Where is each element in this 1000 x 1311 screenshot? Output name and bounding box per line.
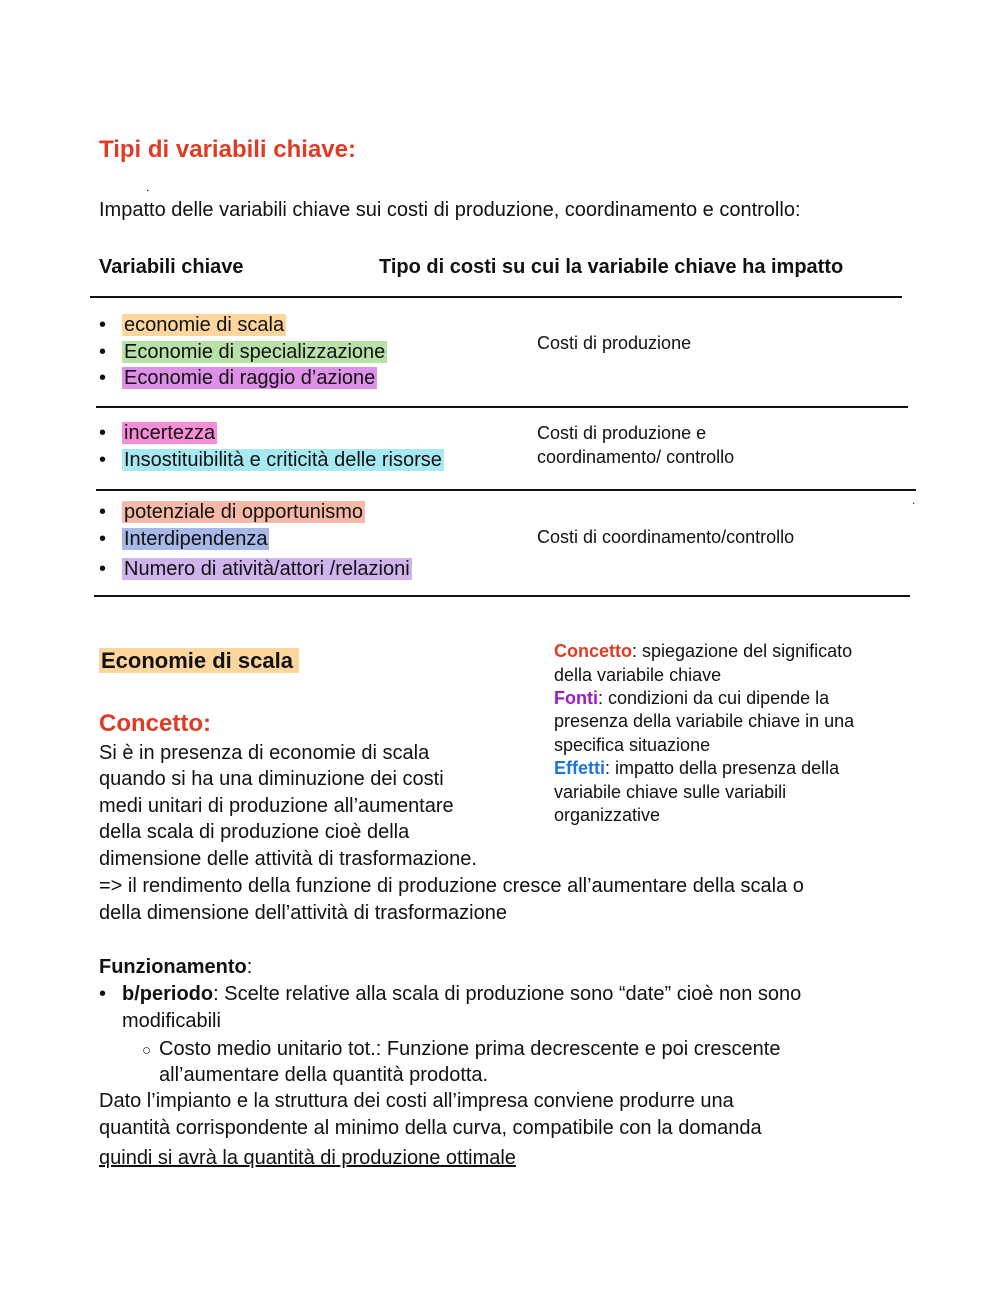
circle-bullet-icon: ○ (142, 1042, 152, 1059)
table-rule (96, 489, 916, 491)
legend-line: organizzative (554, 805, 661, 825)
section-heading: Economie di scala (99, 646, 299, 676)
legend-line: della variabile chiave (554, 665, 722, 685)
stray-dot: . (146, 180, 150, 194)
table-rule-top (90, 296, 902, 298)
list-item: • b/periodo: Scelte relative alla scala di produzione sono “date” cioè non sono (99, 983, 802, 1005)
page-title: Tipi di variabili chiave: (99, 136, 356, 163)
underlined-conclusion: quindi si avrà la quantità di produzione ottimale (99, 1147, 516, 1169)
concetto-line: medi unitari di produzione all’aumentare (99, 795, 454, 817)
legend-concetto: Concetto: spiegazione del significato (554, 641, 853, 661)
table-rule-bottom (94, 595, 910, 597)
cost-cell-line-1: Costi di produzione e (537, 423, 707, 443)
implication-line: => il rendimento della funzione di produzione cresce all’aumentare della scala o (99, 875, 804, 897)
funzionamento-heading: Funzionamento: (99, 956, 253, 978)
legend-line: variabile chiave sulle variabili (554, 782, 787, 802)
list-item: • incertezza (99, 422, 216, 444)
paragraph-line: quantità corrispondente al minimo della curva, compatibile con la domanda (99, 1117, 762, 1139)
stray-dot: . (912, 493, 916, 507)
sub-list-item-continuation: all’aumentare della quantità prodotta. (159, 1064, 489, 1086)
highlight-economie-di-scala: economie di scala (124, 314, 285, 336)
table-header-costs: Tipo di costi su cui la variabile chiave ha impatto (379, 256, 844, 278)
highlight-numero-attivita: Numero di atività/attori /relazioni (124, 558, 410, 580)
concetto-line: Si è in presenza di economie di scala (99, 742, 430, 764)
highlight-opportunismo: potenziale di opportunismo (124, 501, 364, 523)
list-item: • Insostituibilità e criticità delle risorse (99, 449, 442, 471)
table-header-variables: Variabili chiave (99, 256, 244, 278)
cost-cell-line-2: coordinamento/ controllo (537, 447, 735, 467)
cost-cell: Costi di coordinamento/controllo (537, 527, 795, 547)
implication-line: della dimensione dell’attività di trasformazione (99, 902, 507, 924)
concetto-line: dimensione delle attività di trasformazione. (99, 848, 477, 870)
highlight-interdipendenza: Interdipendenza (124, 528, 268, 550)
list-item: • potenziale di opportunismo (99, 501, 364, 523)
highlight-incertezza: incertezza (124, 422, 216, 444)
list-item: • Interdipendenza (99, 528, 268, 550)
list-item: • economie di scala (99, 314, 285, 336)
sub-list-item: ○ Costo medio unitario tot.: Funzione prima decrescente e poi crescente (142, 1036, 780, 1064)
highlight-specializzazione: Economie di specializzazione (124, 341, 386, 363)
concetto-line: quando si ha una diminuzione dei costi (99, 768, 444, 790)
list-item-continuation: modificabili (122, 1010, 221, 1032)
concetto-heading: Concetto: (99, 710, 211, 737)
legend-line: specifica situazione (554, 735, 711, 755)
legend-line: presenza della variabile chiave in una (554, 711, 855, 731)
highlight-raggio-azione: Economie di raggio d’azione (124, 367, 376, 389)
paragraph-line: Dato l’impianto e la struttura dei costi all’impresa conviene produrre una (99, 1090, 734, 1112)
list-item: • Numero di atività/attori /relazioni (99, 558, 410, 580)
cost-cell: Costi di produzione (537, 333, 692, 353)
table-rule (96, 406, 908, 408)
legend-effetti: Effetti: impatto della presenza della (554, 758, 840, 778)
highlight-insostituibilita: Insostituibilità e criticità delle risorse (124, 449, 442, 471)
concetto-line: della scala di produzione cioè della (99, 821, 410, 843)
intro-text: Impatto delle variabili chiave sui costi di produzione, coordinamento e controllo: (99, 199, 801, 221)
list-item: • Economie di specializzazione (99, 341, 386, 363)
list-item: • Economie di raggio d’azione (99, 367, 376, 389)
legend-fonti: Fonti: condizioni da cui dipende la (554, 688, 830, 708)
